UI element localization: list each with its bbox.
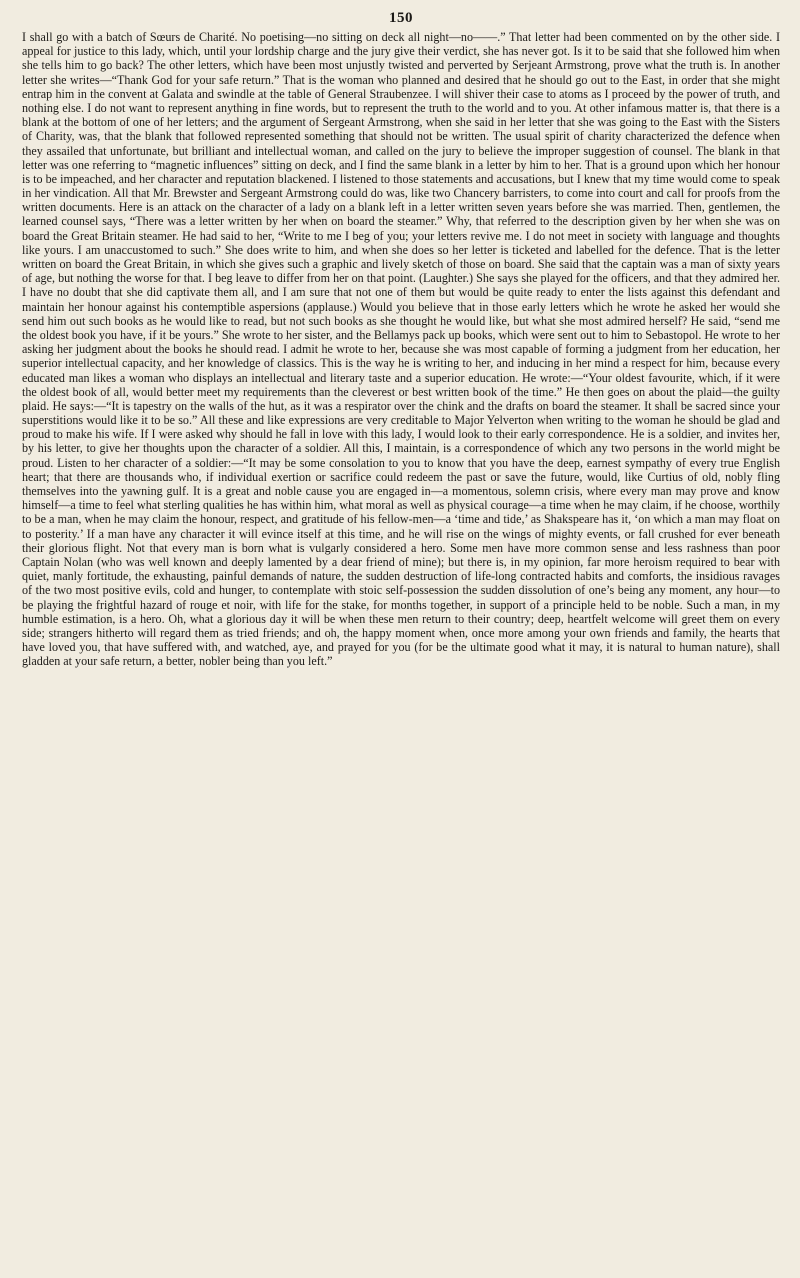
page-number: 150 xyxy=(389,10,413,26)
body-paragraph: I shall go with a batch of Sœurs de Charité. No poetising—no sitting on deck all night—no——.” That letter had been commented on by the other side. I appeal for justice to this lady, which, until your lordship charge and the jury give their verdict, she has never got. Is it to be said that she followed him when she tells him to go back? The other letters, which have been most unjustly twisted and perverted by Serjeant Armstrong, prove what the truth is. In another letter she writes—“Thank God for your safe return.” That is the woman who planned and desired that he should go out to the East, in order that she might entrap him in the convent at Galata and swindle at the table of General Straubenzee. I will shiver their case to atoms as I proceed by the power of truth, and nothing else. I do not want to represent anything in fine words, but to represent the truth to the world and to you. At other infamous matter is, that there is a blank at the bottom of one of her letters; and the argument of Sergeant Armstrong, when she said in her letter that she was going to the East with the Sisters of Charity, was, that the blank that followed represented something that should not be written. The usual spirit of charity characterized the defence when they assailed that unfortunate, but brilliant and intellectual woman, and called on the jury to believe the improper suggestion of counsel. The blank in that letter was one referring to “magnetic influences” sitting on deck, and I find the same blank in a letter by him to her. That is a ground upon which her honour is to be impeached, and her character and reputation blackened. I listened to those statements and accusations, but I knew that my time would come to speak in her vindication. All that Mr. Brewster and Sergeant Armstrong could do was, like two Chancery barristers, to come into court and call for proofs from the written documents. Here is an attack on the character of a lady on a blank left in a letter written seven years before she was married. Then, gentlemen, the learned counsel says, “There was a letter written by her when on board the steamer.” Why, that referred to the description given by her when she was on board the Great Britain steamer. He had said to her, “Write to me I beg of you; your letters revive me. I do not meet in society with language and thoughts like yours. I am unaccustomed to such.” She does write to him, and when she does so her letter is ticketed and labelled for the defence. That is the letter written on board the Great Britain, in which she gives such a graphic and lively sketch of those on board. She said that the captain was a man of sixty years of age, but nothing the worse for that. I beg leave to differ from her on that point. (Laughter.) She says she played for the officers, and that they admired her. I have no doubt that she did captivate them all, and I am sure that not one of them but would be quite ready to enter the lists against this defendant and maintain her honour against his contemptible aspersions (applause.) Would you believe that in those early letters which he wrote he asked her would she send him out such books as he would like to read, but not such books as she thought he would like, but what she most admired herself? He said, “send me the oldest book you have, if it be yours.” She wrote to her sister, and the Bellamys pack up books, which were sent out to him to Sebastopol. He wrote to her asking her judgment about the books he should read. I admit he wrote to her, because she was most capable of forming a judgment from her education, her superior intellectual capacity, and her knowledge of classics. This is the way he is writing to her, and inducing in her mind a respect for him, because every educated man likes a woman who displays an intellectual and literary taste and a superior education. He wrote:—“Your oldest favourite, which, if it were the oldest book of all, would better meet my requirements than the cleverest or best written book of the time.” He then goes on about the plaid—the guilty plaid. He says:—“It is tapestry on the walls of the hut, as it was a respirator over the chink and the drafts on board the steamer. It shall be sacred since your superstitions would like it to be so.” All these and like expressions are very creditable to Major Yelverton when writing to the woman he should be glad and proud to make his wife. If I were asked why should he fall in love with this lady, I would look to their early correspondence. He is a soldier, and invites her, by his letter, to give her thoughts upon the character of a soldier. All this, I maintain, is a correspondence of which any two persons in the world might be proud. Listen to her character of a soldier:—“It may be some consolation to you to know that you have the deep, earnest sympathy of every true English heart; that there are thousands who, if individual exertion or sacrifice could redeem the past or save the future, would, like Curtius of old, nobly fling themselves into the yawning gulf. It is a great and noble cause you are engaged in—a momentous, solemn crisis, where every man may prove and know himself—a time to feel what sterling qualities he has within him, what moral as well as physical courage—a time when he may claim, if he choose, worthily to be a man, when he may claim the honour, respect, and gratitude of his fellow-men—a ‘time and tide,’ as Shakspeare has it, ‘on which a man may float on to posterity.’ If a man have any character it will evince itself at this time, and he will rise on the wings of mighty events, or fall crushed for ever beneath their glorious flight. Not that every man is born what is vulgarly considered a hero. Some men have more common sense and less rashness than poor Captain Nolan (who was well known and deeply lamented by a dear friend of mine); but there is, in my opinion, far more heroism required to bear with quiet, manly fortitude, the exhausting, painful demands of nature, the sudden destruction of life-long contracted habits and comforts, the insidious ravages of the two most positive evils, cold and hunger, to contemplate with stoic self-possession the sudden dissolution of one’s being any moment, any hour—to be playing the frightful hazard of rouge et noir, with life for the stake, for months together, in support of a principle held to be noble. Such a man, in my humble estimation, is a hero. Oh, what a glorious day it will be when these men return to their country; deep, heartfelt welcome will greet them on every side; strangers hitherto will regard them as tried friends; and oh, the happy moment when, once more among your own friends and family, the hearts that have loved you, that have suffered with, and watched, aye, and prayed for you (for be the ultimate good what it may, it is natural to human nature), shall gladden at your safe return, a better, nobler being than you left.” xyxy=(22,30,780,669)
